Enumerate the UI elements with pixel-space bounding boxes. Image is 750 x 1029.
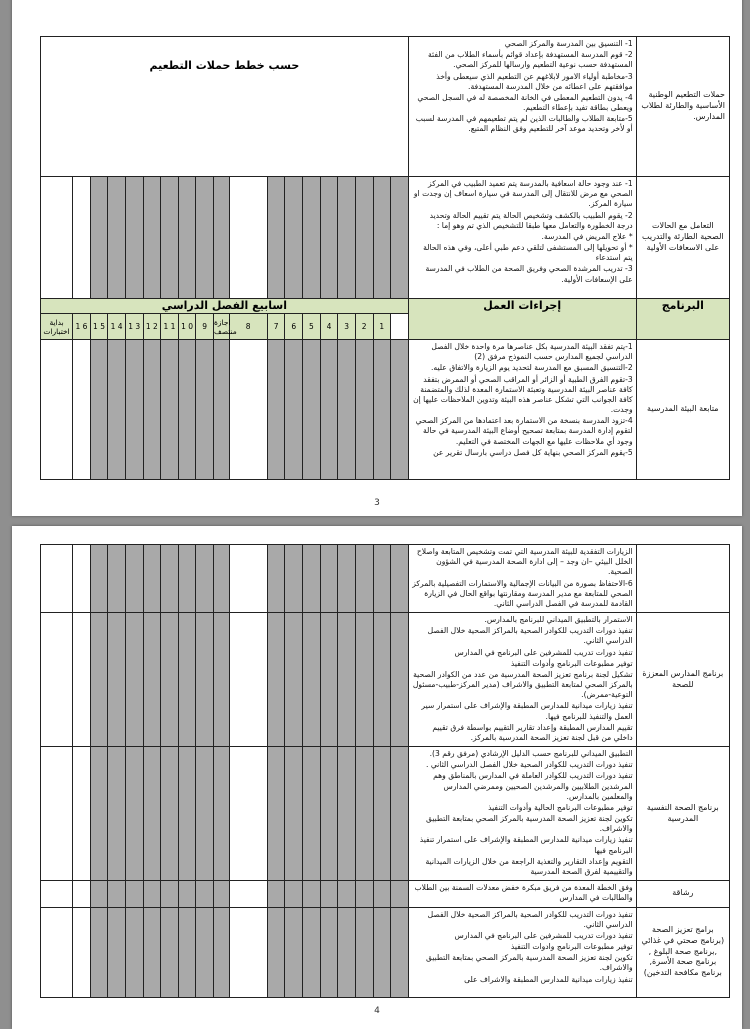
procedure-item: توفير مطبوعات البرنامج وادوات التنفيذ — [510, 942, 633, 952]
procedure-item: تشكيل لجنة برنامج تعزيز الصحة المدرسية من عدد من الكوادر الصحية بالمركز الصحي لمتابعة التطبيق والاشراف (مدير المركز-طبيب-مسئول التوعية-ممرض). — [412, 669, 633, 700]
page-number: 4 — [374, 1006, 380, 1016]
row-health-promoting — [41, 613, 730, 747]
procedure-item: الزيارات التفقدية للبيئة المدرسية التي تمت وتشخيص المتابعة واصلاح الخلل البيئي –ان وجد – إلى ادارة الصحة المدرسية في الشؤون الصحية. — [416, 547, 633, 577]
week-label: بداية اختبارات — [41, 314, 73, 340]
program-header: البرنامج — [636, 299, 729, 340]
week-label: 1 0 — [178, 314, 196, 340]
procedure-item: تنفيذ دورات التدريب للكوادر الصحية بالمراكز الصحية خلال الفصل الدراسي الثاني. — [427, 909, 633, 929]
procedures-header: إجراءات العمل — [408, 299, 636, 340]
procedures-emergency — [408, 177, 636, 299]
procedure-item: التقويم وإعداد التقارير والتغذية الراجعة من خلال الزيارات الميدانية والتقييمية لفرق الصحة المدرسية — [425, 856, 633, 876]
procedure-item: التطبيق الميداني للبرنامج حسب الدليل الإرشادي (مرفق رقم 3). — [429, 749, 633, 759]
procedure-item: توفير مطبوعات البرنامج وأدوات التنفيذ — [510, 658, 633, 668]
procedure-item: تنفيذ دورات تدريب للمشرفين على البرنامج في المدارس — [454, 930, 633, 940]
procedure-item: تنفيذ زيارات ميدانية للمدارس المطبقة والإشراف على استمرار تنفيذ البرنامج فيها — [419, 835, 633, 855]
procedures-environment-continued — [408, 545, 636, 613]
row-emergency — [41, 177, 730, 299]
row-environment — [41, 340, 730, 480]
procedure-item: 3-مخاطبة أولياء الامور لابلاغهم عن التطعيم الذي سيعطى وأخذ موافقتهم على اعطائه من خلال المدرسة المستهدفة. — [436, 71, 633, 91]
procedure-item: تنفيذ دورات تدريب للمشرفين على البرنامج في المدارس — [454, 647, 633, 657]
procedures-psychological — [408, 747, 636, 881]
procedure-item: 4- يدون التطعيم المعطى في الخانة المخصصة له في السجل الصحي ويعطى بطاقة تفيد بإعطاء التطعيم. — [417, 92, 633, 113]
procedure-item: 3- تدريب المرشدة الصحي وفريق الصحة من الطلاب في المدرسة على الإسعافات الأولية. — [425, 264, 633, 284]
procedure-item: تقييم المدارس المطبقة وإعداد تقارير التقييم بواسطة فرق تقييم داخلي من قبل لجنة تعزيز الصحة المدرسية بالمركز. — [432, 722, 633, 742]
procedure-item: 1- عند وجود حالة اسعافية بالمدرسة يتم تعميد الطبيب في المركز الصحي مع مرض للانتقال إلى المدرسة في سيارة اسعاف إن وجدت او سيارة المركز. — [413, 179, 633, 209]
procedures-fitness — [408, 881, 636, 907]
program-emergency: التعامل مع الحالات الصحية الطارئة والتدريب على الاسعافات الأولية — [636, 177, 729, 299]
week-label: 8 — [229, 314, 267, 340]
procedure-item: * علاج المريض في المدرسة. — [541, 231, 633, 241]
campaign-note: حسب خطط حملات التطعيم — [41, 37, 409, 177]
procedure-item: 6-الاحتفاظ بصورة من البيانات الإجمالية والاستمارات التفصيلية بالمركز الصحي للمتابعة مع مدير المدرسة ومقارنتها بواقع الحال في الزيارة القادمة للمدرسة في الفصل الدراسي الثاني. — [412, 578, 633, 608]
procedure-item: الاستمرار بالتطبيق الميداني للبرنامج بالمدارس. — [484, 615, 633, 625]
document-page-4 — [12, 526, 742, 1029]
procedure-item: 3-تقوم الفرق الطبية أو الزائر أو المراقب الصحي أو الممرض بتفقد كافة عناصر البيئة المدرسية وتعبئة الاستمارة المعدة لذلك والمتضمنة كافة الجوانب التي تشكل عناصر هذه البيئة وتدوين الملاحظات عليها إن وجدت. — [413, 374, 633, 415]
procedure-item: 1-يتم تفقد البيئة المدرسية بكل عناصرها مرة واحدة خلال الفصل الدراسي لجميع المدارس حسب النموذج مرفق (2) — [431, 342, 633, 362]
document-page-3 — [12, 0, 742, 516]
week-label: 1 5 — [90, 314, 108, 340]
week-label: 2 — [355, 314, 373, 340]
procedure-item: توفير مطبوعات البرنامج الحالية وأدوات التنفيذ — [488, 802, 633, 812]
week-label: اجازة منتصف — [213, 314, 229, 340]
procedure-item: 2- قوم المدرسة المستهدفة بإعداد قوائم بأسماء الطلاب من الفئة المستهدفة حسب نوعية التطعيم وارسالها للمركز الصحي. — [427, 50, 633, 70]
procedure-item: تكوين لجنة تعزيز الصحة المدرسية بالمركز الصحي بمتابعة التطبيق والاشراف. — [426, 953, 633, 973]
program-vaccination: حملات التطعيم الوطنية الأساسية والطارئة لطلاب المدارس. — [636, 37, 729, 177]
row-fitness — [41, 881, 730, 907]
week-label: 1 2 — [143, 314, 161, 340]
week-label: 1 1 — [161, 314, 179, 340]
week-label: 4 — [320, 314, 338, 340]
procedure-item: 4-تزود المدرسة بنسخة من الاستمارة بعد اعتمادها من المركز الصحي لتقوم إدارة المدرسة بمتابعة تصحيح أوضاع البيئة المدرسية في حالة وجود أي ملاحظات عليها مع الجهات المختصة في التعليم. — [415, 416, 633, 446]
procedure-item: تنفيذ دورات التدريب للكوادر العاملة في المدارس بالمناطق وهم المرشدين الطلابيين والمرشدين الصحيين وممرضي المدارس والمعلمين بالمدارس. — [433, 771, 633, 801]
week-label: 9 — [196, 314, 214, 340]
week-label: 7 — [267, 314, 285, 340]
week-label: 5 — [303, 314, 321, 340]
week-label: 1 — [373, 314, 391, 340]
procedure-item: 5-متابعة الطلاب والطالبات الذين لم يتم تطعيمهم في المدرسة لسبب أو لأخر وتحديد موعد آخر للتطعيم وفق النظام المتبع. — [415, 114, 633, 134]
procedure-item: تكوين لجنة تعزيز الصحة المدرسية بالمركز الصحي بمتابعة التطبيق والاشراف. — [426, 814, 633, 834]
row-vaccination — [41, 37, 730, 177]
procedure-item: تنفيذ زيارات ميدانية للمدارس المطبقة والاشراف على — [464, 974, 633, 984]
procedures-vaccination — [408, 37, 636, 177]
weeks-header: اسابيع الفصل الدراسي — [41, 299, 409, 314]
program-environment: متابعة البيئة المدرسية — [636, 340, 729, 480]
procedure-item: 1- التنسيق بين المدرسة والمركز الصحي — [504, 39, 633, 48]
program-fitness: رشاقة — [636, 881, 729, 907]
row-environment-continued — [41, 545, 730, 613]
program-environment-continued — [636, 545, 729, 613]
procedures-health-promoting — [408, 613, 636, 747]
row-health-promotion — [41, 907, 730, 997]
procedure-item: تنفيذ زيارات ميدانية للمدارس المطبقة والإشراف على استمرار سير العمل والتنفيذ للبرنامج فيها. — [421, 701, 633, 721]
program-health-promotion: برامج تعزيز الصحة (برنامج صحتي في غذائي ,برنامج صحة البلوغ , برنامج صحة الأسرة, برنامج مكافحة التدخين) — [636, 907, 729, 997]
week-label: 6 — [285, 314, 303, 340]
procedure-item: 2-التنسيق المسبق مع المدرسة لتحديد يوم الزيارة والاتفاق عليه. — [431, 363, 633, 373]
procedure-item: وفق الخطة المعدة من فريق مبكرة خفض معدلات السمنة بين الطلاب والطالبات في المدارس — [414, 883, 633, 903]
procedures-health-promotion — [408, 907, 636, 997]
row-psychological — [41, 747, 730, 881]
week-label: 3 — [338, 314, 356, 340]
program-psychological: برنامج الصحة النفسية المدرسية — [636, 747, 729, 881]
week-label: 1 4 — [108, 314, 126, 340]
week-label: 1 6 — [73, 314, 91, 340]
procedure-item: تنفيذ دورات التدريب للكوادر الصحية بالمراكز الصحية خلال الفصل الدراسي الثاني. — [427, 626, 633, 646]
plan-table-page-4 — [40, 544, 730, 998]
procedure-item: تنفيذ دورات التدريب للكوادر الصحية خلال الفصل الدراسي الثاني . — [426, 760, 633, 770]
table-header — [41, 299, 730, 314]
page-number: 3 — [374, 498, 380, 508]
procedures-environment — [408, 340, 636, 480]
plan-table-page-3 — [40, 36, 730, 480]
procedure-item: 2- يقوم الطبيب بالكشف وتشخيص الحالة يتم تقييم الحالة وتحديد درجة الخطورة والتعامل معها طبقا للتشخيص الذي تم وهو إما : — [429, 210, 633, 230]
program-health-promoting: برنامج المدارس المعززة للصحة — [636, 613, 729, 747]
procedure-item: 5-يقوم المركز الصحي بنهاية كل فصل دراسي بارسال تقرير عن — [433, 447, 633, 457]
week-label: 1 3 — [125, 314, 143, 340]
procedure-item: * أو تحويلها إلى المستشفى لتلقي دعم طبي أعلى، وفي هذه الحالة يتم استدعاء — [423, 243, 633, 263]
